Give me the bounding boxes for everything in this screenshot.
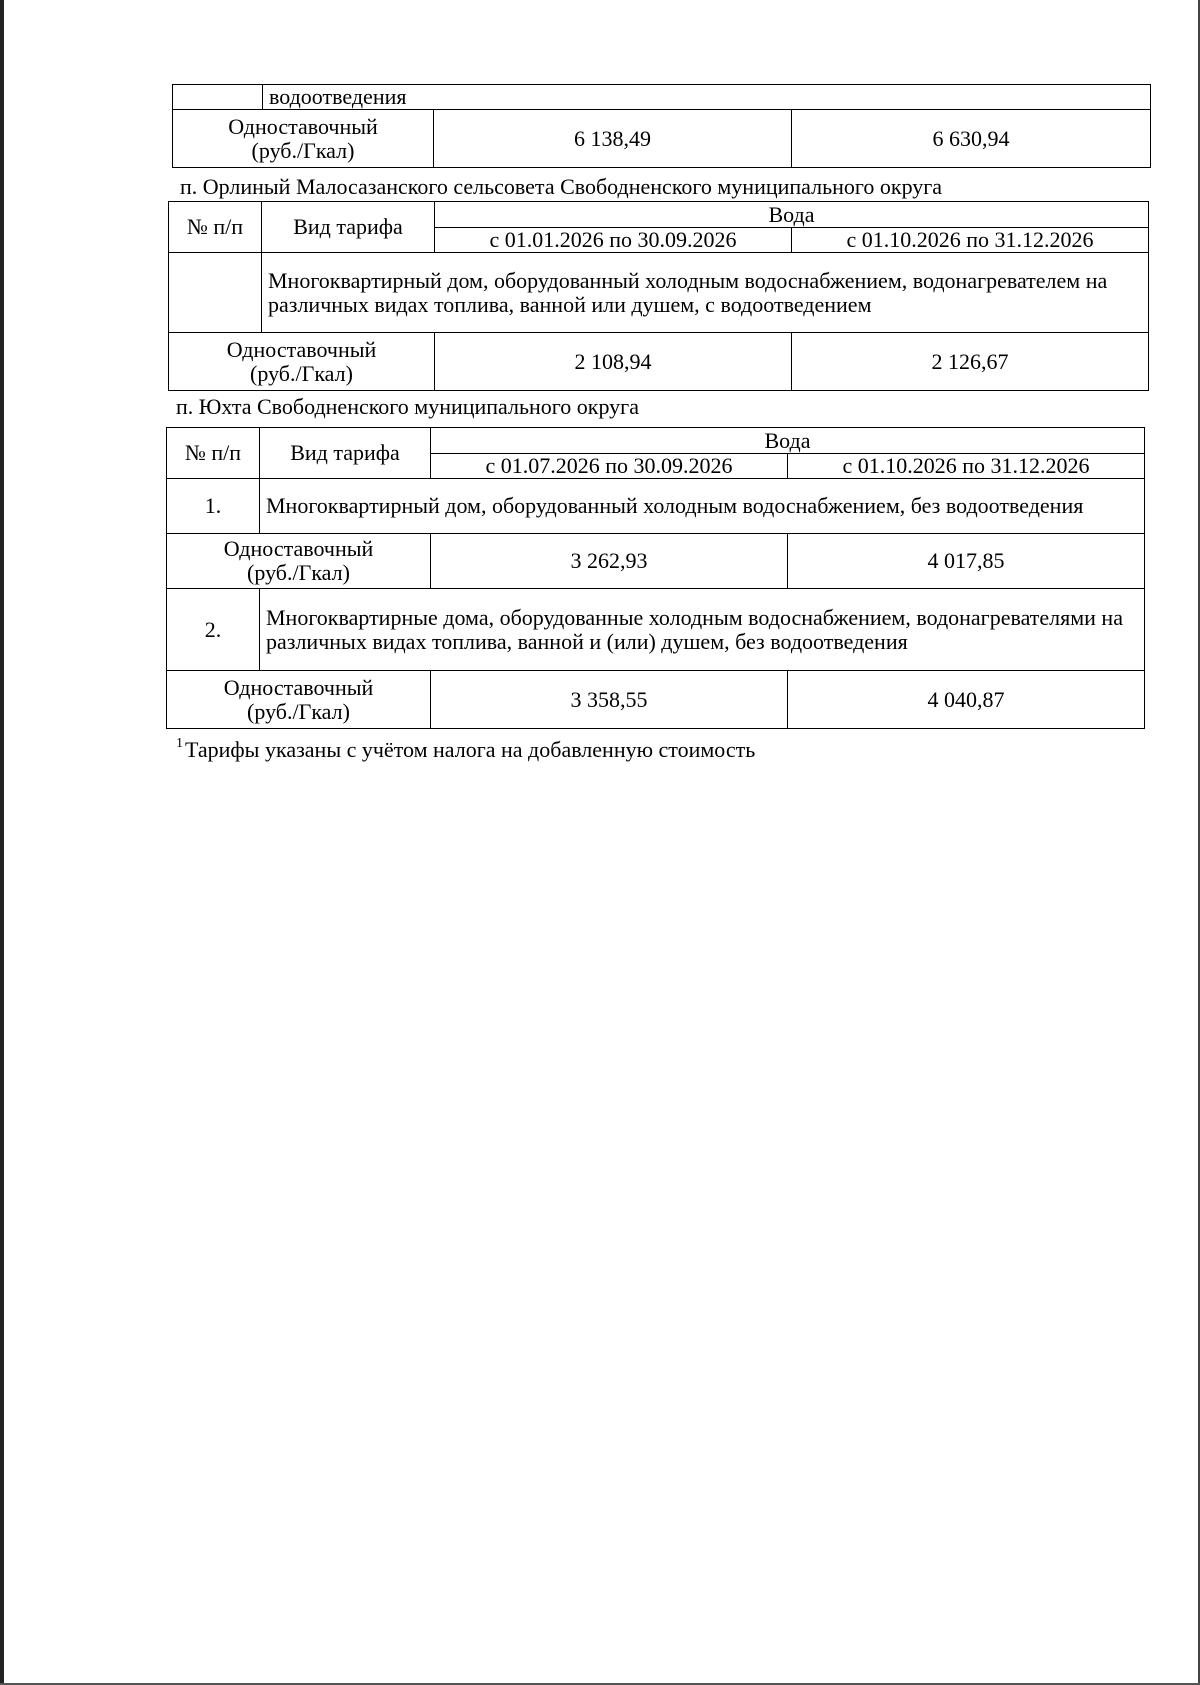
header-water: Вода	[435, 202, 1149, 228]
tariff-table-yukhta	[166, 427, 1144, 729]
rate-type-label: Одноставочный	[223, 536, 374, 561]
row-description-cell	[260, 589, 1145, 671]
row-description-cell	[262, 253, 1149, 333]
row-description-cell	[260, 479, 1145, 534]
header-number: № п/п	[167, 428, 260, 479]
row-number-cell	[173, 85, 263, 110]
tariff-value-period-2: 4 017,85	[788, 534, 1145, 589]
header-period-2: с 01.10.2026 по 31.12.2026	[788, 454, 1145, 479]
section-title-orliny: п. Орлиный Малосазанского сельсовета Свободненского муниципального округа	[180, 174, 943, 199]
footnote	[176, 738, 755, 762]
rate-type-label: Одноставочный	[223, 674, 374, 700]
table-row	[169, 253, 1149, 333]
tariff-value-period-1: 3 358,55	[431, 671, 788, 729]
rate-type-label: Одноставочный	[228, 113, 378, 139]
tariff-value-period-1: 6 138,49	[434, 110, 792, 168]
section-title-yukhta: п. Юхта Свободненского муниципального округа	[176, 394, 639, 419]
table-row	[173, 85, 1151, 110]
table-row	[167, 589, 1145, 671]
header-tariff-type: Вид тарифа	[262, 202, 435, 253]
row-number-cell: 1.	[167, 479, 260, 534]
footnote-marker: 1	[176, 736, 183, 751]
header-period-1: с 01.07.2026 по 30.09.2026	[431, 454, 788, 479]
tariff-value-period-1: 2 108,94	[435, 333, 792, 391]
row-description: Многоквартирный дом, оборудованный холодным водоснабжением, водонагревателем на различных видах топлива, ванной или душем, с водоотведением	[268, 267, 1108, 317]
row-number-cell: 2.	[167, 589, 260, 671]
tariff-value-period-2: 6 630,94	[792, 110, 1151, 168]
tariff-value-period-2: 2 126,67	[792, 333, 1149, 391]
tariff-table	[168, 201, 1149, 391]
row-description: водоотведения	[269, 84, 407, 109]
tariff-value-period-2: 4 040,87	[788, 671, 1145, 729]
header-period-1: с 01.01.2026 по 30.09.2026	[435, 228, 792, 253]
rate-unit-label: (руб./Гкал)	[251, 137, 355, 163]
header-number: № п/п	[169, 202, 262, 253]
rate-type-cell	[167, 534, 431, 589]
header-period-2: с 01.10.2026 по 31.12.2026	[792, 228, 1149, 253]
tariff-table-continued	[172, 84, 1150, 168]
table-row	[167, 479, 1145, 534]
tariff-value-period-1: 3 262,93	[431, 534, 788, 589]
rate-unit-label: (руб./Гкал)	[250, 360, 353, 386]
tariff-table-orliny	[168, 201, 1148, 391]
table-row	[167, 671, 1145, 729]
tariff-table	[172, 84, 1151, 168]
row-description-cell	[263, 85, 1151, 110]
rate-unit-label: (руб./Гкал)	[247, 698, 350, 724]
row-description: Многоквартирные дома, оборудованные холодным водоснабжением, водонагревателями на различных видах топлива, ванной и (или) душем, без водоотведения	[266, 604, 1123, 654]
rate-type-cell	[169, 333, 435, 391]
table-row	[167, 534, 1145, 589]
table-header-row	[169, 202, 1149, 228]
rate-type-label: Одноставочный	[226, 336, 377, 362]
table-header-row	[167, 428, 1145, 454]
table-row	[173, 110, 1151, 168]
header-tariff-type: Вид тарифа	[260, 428, 431, 479]
table-row	[169, 333, 1149, 391]
rate-type-cell	[167, 671, 431, 729]
tariff-table	[166, 427, 1145, 729]
footnote-text: Тарифы указаны с учётом налога на добавленную стоимость	[185, 737, 756, 762]
rate-type-cell	[173, 110, 434, 168]
row-number-cell	[169, 253, 262, 333]
rate-unit-label: (руб./Гкал)	[247, 560, 350, 585]
row-description: Многоквартирный дом, оборудованный холодным водоснабжением, без водоотведения	[266, 493, 1084, 518]
header-water: Вода	[431, 428, 1145, 454]
